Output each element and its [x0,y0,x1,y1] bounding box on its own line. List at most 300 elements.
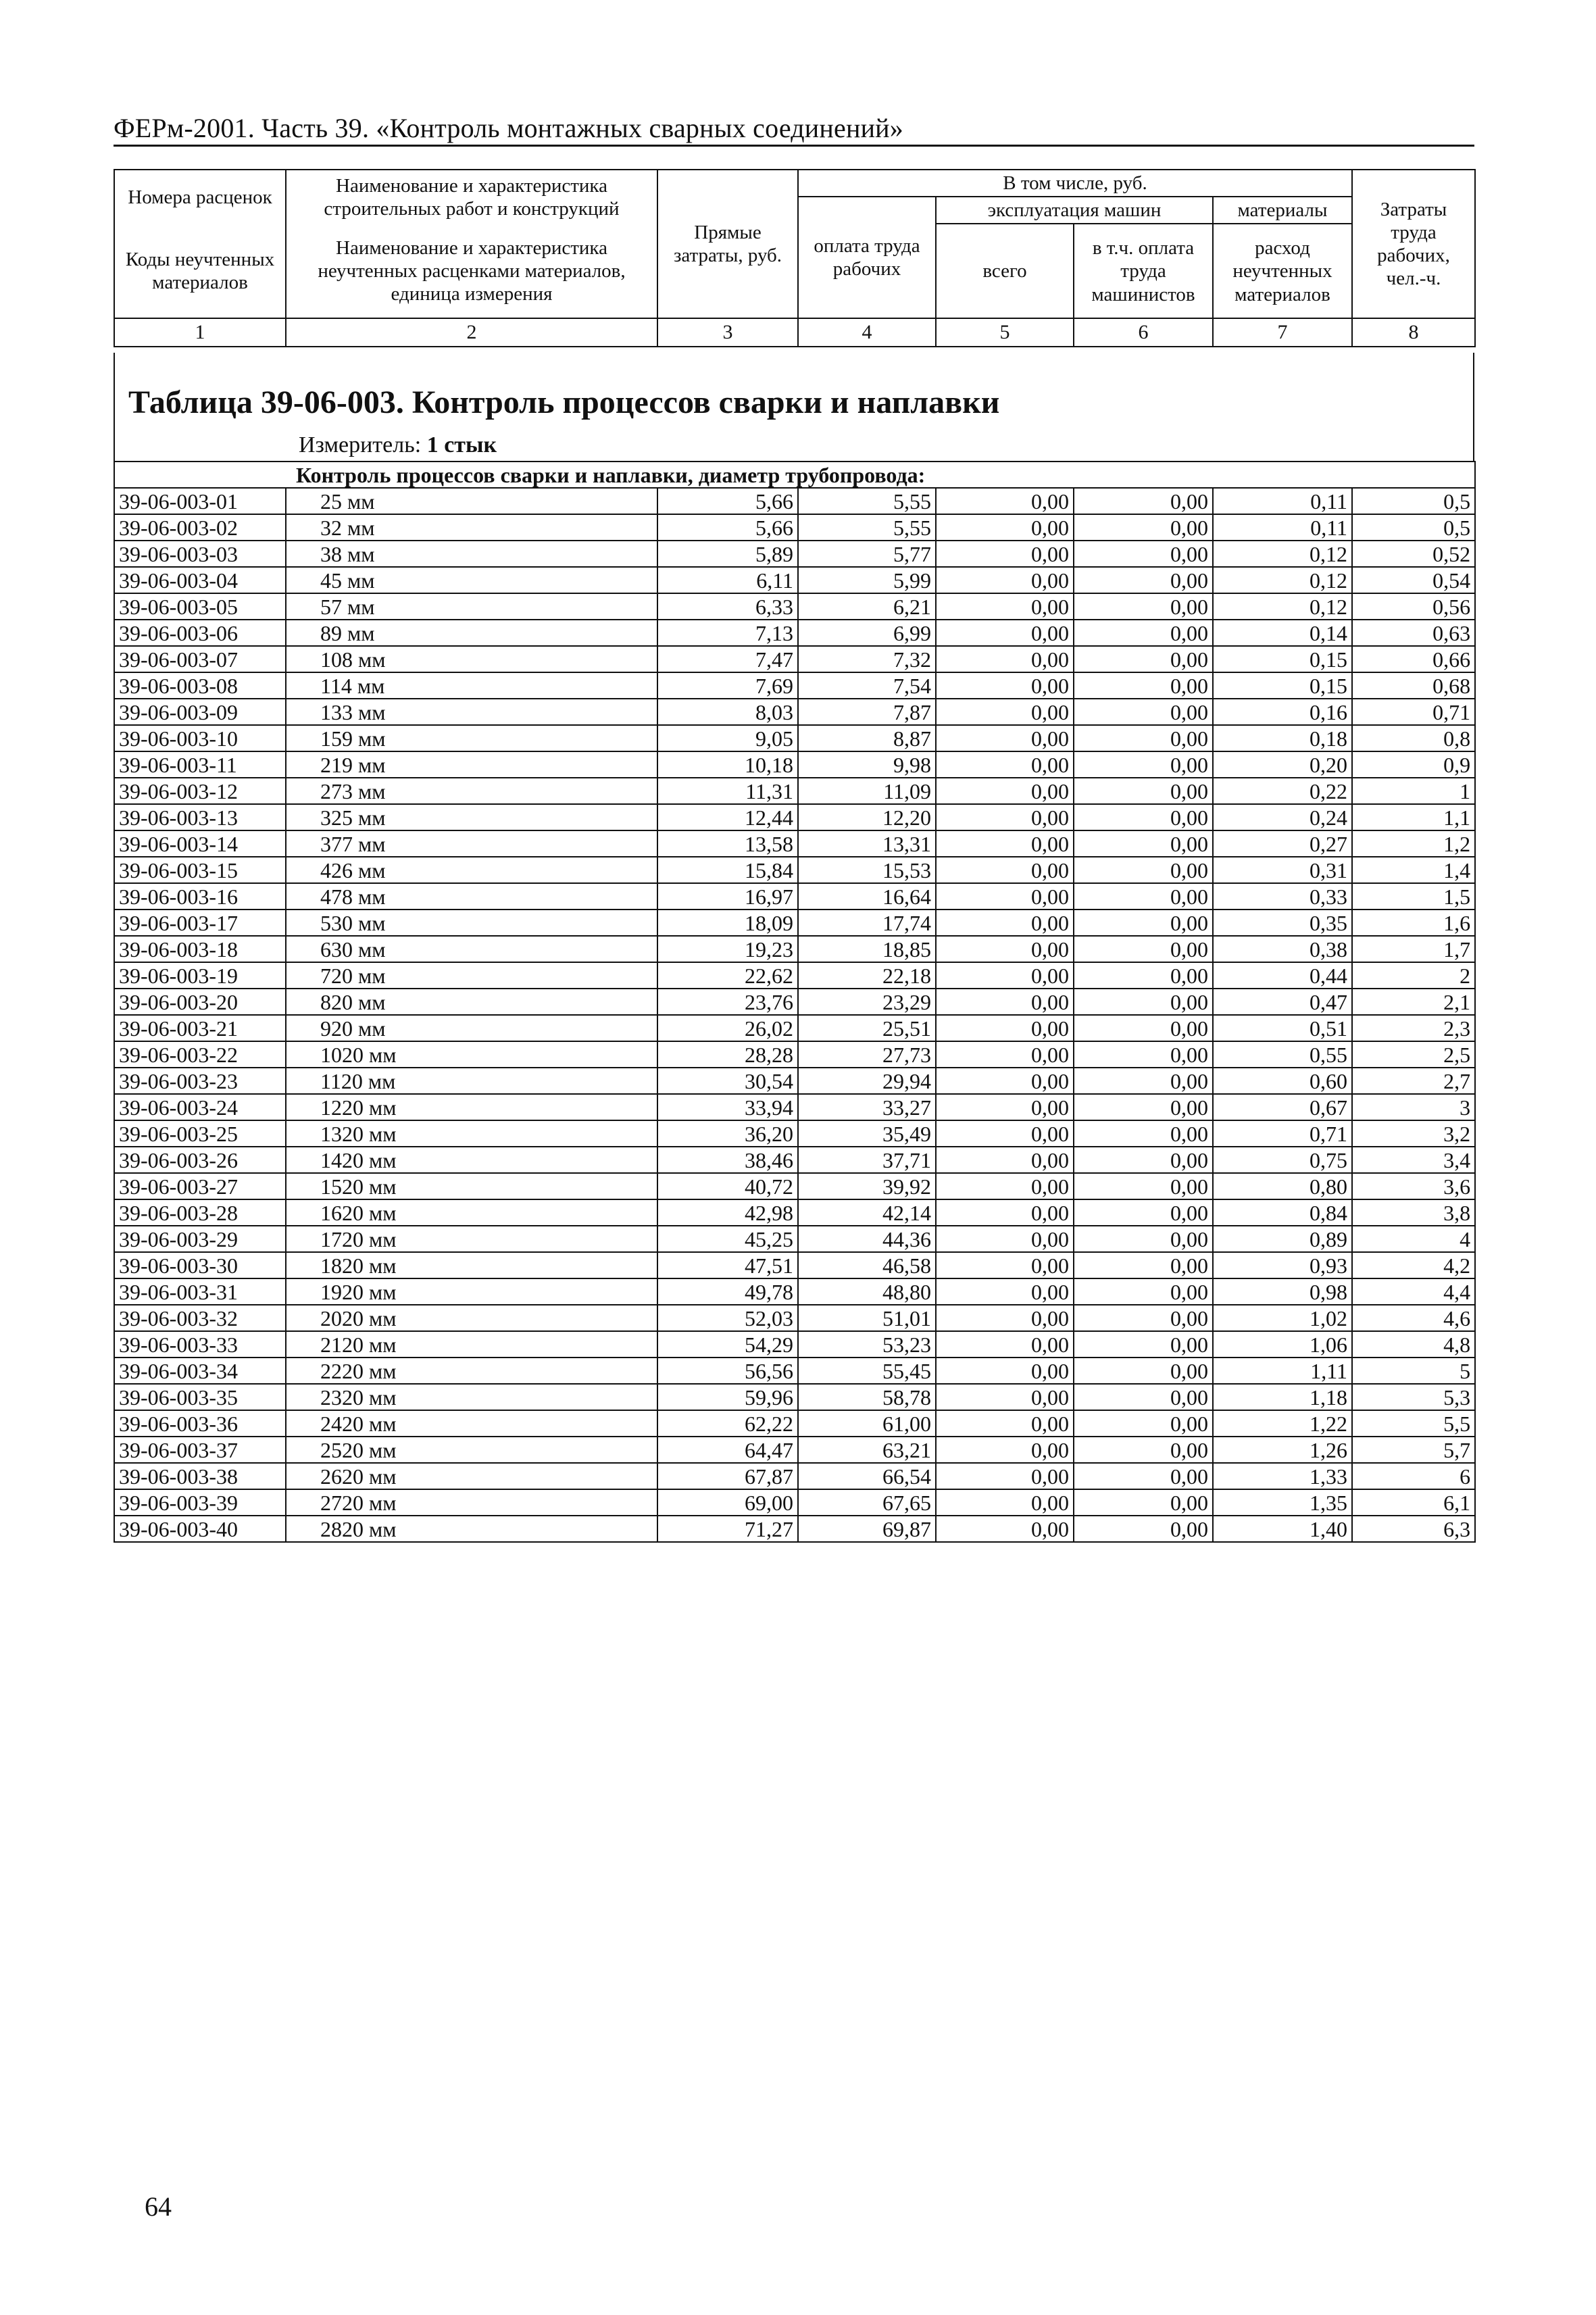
direct-costs-cell: 7,47 [657,646,798,672]
labor-costs-cell: 3,2 [1352,1120,1475,1147]
table-row [114,1094,1475,1120]
worker-pay-cell: 39,92 [798,1173,936,1199]
machines-total-cell: 0,00 [936,620,1074,646]
labor-costs-cell: 3,4 [1352,1147,1475,1173]
direct-costs-cell: 71,27 [657,1516,798,1542]
header-material-name: Наименование и характеристика неучтенных расценками материалов, единица измерения [286,224,657,318]
machines-total-cell: 0,00 [936,1331,1074,1358]
labor-costs-cell: 0,54 [1352,567,1475,593]
worker-pay-cell: 12,20 [798,804,936,830]
labor-costs-cell: 0,52 [1352,541,1475,567]
direct-costs-cell: 47,51 [657,1252,798,1278]
work-name-cell: 1120 мм [286,1068,657,1094]
labor-costs-cell: 1,1 [1352,804,1475,830]
table-row [114,672,1475,699]
work-name-cell: 2520 мм [286,1437,657,1463]
worker-pay-cell: 15,53 [798,857,936,883]
rates-table [114,461,1476,1543]
worker-pay-cell: 16,64 [798,883,936,910]
table-row [114,1410,1475,1437]
labor-costs-cell: 0,5 [1352,488,1475,514]
machinist-pay-cell: 0,00 [1074,1068,1213,1094]
worker-pay-cell: 58,78 [798,1384,936,1410]
worker-pay-cell: 7,54 [798,672,936,699]
direct-costs-cell: 28,28 [657,1041,798,1068]
rate-code-cell: 39-06-003-05 [114,593,286,620]
meter-line [299,432,497,458]
worker-pay-cell: 55,45 [798,1358,936,1384]
machines-total-cell: 0,00 [936,1173,1074,1199]
direct-costs-cell: 10,18 [657,751,798,778]
direct-costs-cell: 16,97 [657,883,798,910]
worker-pay-cell: 66,54 [798,1463,936,1489]
worker-pay-cell: 46,58 [798,1252,936,1278]
machinist-pay-cell: 0,00 [1074,1120,1213,1147]
rate-code-cell: 39-06-003-22 [114,1041,286,1068]
machinist-pay-cell: 0,00 [1074,541,1213,567]
material-consumption-cell: 0,47 [1213,989,1352,1015]
machines-total-cell: 0,00 [936,1068,1074,1094]
meter-value: 1 стык [426,432,497,457]
machines-total-cell: 0,00 [936,1437,1074,1463]
work-name-cell: 1420 мм [286,1147,657,1173]
worker-pay-cell: 9,98 [798,751,936,778]
machines-total-cell: 0,00 [936,936,1074,962]
rate-code-cell: 39-06-003-39 [114,1489,286,1516]
work-name-cell: 38 мм [286,541,657,567]
machinist-pay-cell: 0,00 [1074,1278,1213,1305]
material-consumption-cell: 0,16 [1213,699,1352,725]
rate-code-cell: 39-06-003-12 [114,778,286,804]
direct-costs-cell: 6,11 [657,567,798,593]
worker-pay-cell: 44,36 [798,1226,936,1252]
labor-costs-cell: 1,2 [1352,830,1475,857]
direct-costs-cell: 62,22 [657,1410,798,1437]
rate-code-cell: 39-06-003-02 [114,514,286,541]
table-row [114,962,1475,989]
worker-pay-cell: 37,71 [798,1147,936,1173]
work-name-cell: 2720 мм [286,1489,657,1516]
worker-pay-cell: 67,65 [798,1489,936,1516]
machines-total-cell: 0,00 [936,541,1074,567]
labor-costs-cell: 0,68 [1352,672,1475,699]
work-name-cell: 2620 мм [286,1463,657,1489]
machines-total-cell: 0,00 [936,1410,1074,1437]
material-consumption-cell: 0,55 [1213,1041,1352,1068]
header-labor-costs: Затраты труда рабочих, чел.-ч. [1352,170,1475,318]
worker-pay-cell: 63,21 [798,1437,936,1463]
worker-pay-cell: 5,77 [798,541,936,567]
header-machinist-pay: в т.ч. оплата труда машинистов [1074,224,1213,318]
header-materials: материалы [1213,197,1352,224]
labor-costs-cell: 4,2 [1352,1252,1475,1278]
table-row [114,989,1475,1015]
worker-pay-cell: 6,21 [798,593,936,620]
rate-code-cell: 39-06-003-23 [114,1068,286,1094]
rate-code-cell: 39-06-003-06 [114,620,286,646]
machinist-pay-cell: 0,00 [1074,593,1213,620]
machines-total-cell: 0,00 [936,751,1074,778]
rate-code-cell: 39-06-003-38 [114,1463,286,1489]
material-consumption-cell: 0,51 [1213,1015,1352,1041]
direct-costs-cell: 23,76 [657,989,798,1015]
labor-costs-cell: 0,66 [1352,646,1475,672]
machinist-pay-cell: 0,00 [1074,725,1213,751]
work-name-cell: 426 мм [286,857,657,883]
material-consumption-cell: 0,71 [1213,1120,1352,1147]
machines-total-cell: 0,00 [936,672,1074,699]
labor-costs-cell: 4,8 [1352,1331,1475,1358]
labor-costs-cell: 2,3 [1352,1015,1475,1041]
worker-pay-cell: 61,00 [798,1410,936,1437]
machines-total-cell: 0,00 [936,514,1074,541]
machinist-pay-cell: 0,00 [1074,620,1213,646]
work-name-cell: 1520 мм [286,1173,657,1199]
work-name-cell: 2820 мм [286,1516,657,1542]
machines-total-cell: 0,00 [936,830,1074,857]
table-row [114,1120,1475,1147]
machines-total-cell: 0,00 [936,883,1074,910]
machines-total-cell: 0,00 [936,857,1074,883]
material-consumption-cell: 0,11 [1213,488,1352,514]
direct-costs-cell: 38,46 [657,1147,798,1173]
direct-costs-cell: 8,03 [657,699,798,725]
direct-costs-cell: 67,87 [657,1463,798,1489]
direct-costs-cell: 54,29 [657,1331,798,1358]
work-name-cell: 2120 мм [286,1331,657,1358]
labor-costs-cell: 4 [1352,1226,1475,1252]
table-row [114,910,1475,936]
machines-total-cell: 0,00 [936,699,1074,725]
machines-total-cell: 0,00 [936,1516,1074,1542]
material-consumption-cell: 0,20 [1213,751,1352,778]
labor-costs-cell: 1,5 [1352,883,1475,910]
material-consumption-cell: 0,12 [1213,567,1352,593]
table-row [114,883,1475,910]
rate-code-cell: 39-06-003-13 [114,804,286,830]
material-consumption-cell: 1,11 [1213,1358,1352,1384]
worker-pay-cell: 25,51 [798,1015,936,1041]
col-number: 3 [657,318,798,346]
rate-code-cell: 39-06-003-16 [114,883,286,910]
direct-costs-cell: 22,62 [657,962,798,989]
table-row [114,593,1475,620]
machinist-pay-cell: 0,00 [1074,1015,1213,1041]
machines-total-cell: 0,00 [936,1278,1074,1305]
table-row [114,1278,1475,1305]
machinist-pay-cell: 0,00 [1074,1199,1213,1226]
header-machine-operation: эксплуатация машин [936,197,1213,224]
machinist-pay-cell: 0,00 [1074,1384,1213,1410]
work-name-cell: 530 мм [286,910,657,936]
material-consumption-cell: 1,06 [1213,1331,1352,1358]
worker-pay-cell: 18,85 [798,936,936,962]
rate-code-cell: 39-06-003-21 [114,1015,286,1041]
machinist-pay-cell: 0,00 [1074,910,1213,936]
labor-costs-cell: 0,9 [1352,751,1475,778]
table-row [114,1041,1475,1068]
table-row [114,778,1475,804]
work-name-cell: 1620 мм [286,1199,657,1226]
direct-costs-cell: 59,96 [657,1384,798,1410]
machines-total-cell: 0,00 [936,1094,1074,1120]
labor-costs-cell: 6,3 [1352,1516,1475,1542]
worker-pay-cell: 33,27 [798,1094,936,1120]
rate-code-cell: 39-06-003-37 [114,1437,286,1463]
machines-total-cell: 0,00 [936,646,1074,672]
worker-pay-cell: 5,55 [798,488,936,514]
rate-code-cell: 39-06-003-36 [114,1410,286,1437]
direct-costs-cell: 6,33 [657,593,798,620]
direct-costs-cell: 42,98 [657,1199,798,1226]
material-consumption-cell: 0,12 [1213,593,1352,620]
header-material-consumption: расход неучтенных материалов [1213,224,1352,318]
material-consumption-cell: 1,33 [1213,1463,1352,1489]
table-row [114,1437,1475,1463]
rate-code-cell: 39-06-003-17 [114,910,286,936]
rate-code-cell: 39-06-003-07 [114,646,286,672]
worker-pay-cell: 42,14 [798,1199,936,1226]
work-name-cell: 630 мм [286,936,657,962]
table-row [114,1015,1475,1041]
header-work-name: Наименование и характеристика строительных работ и конструкций [286,170,657,224]
machinist-pay-cell: 0,00 [1074,1226,1213,1252]
work-name-cell: 2220 мм [286,1358,657,1384]
material-consumption-cell: 0,84 [1213,1199,1352,1226]
rate-code-cell: 39-06-003-09 [114,699,286,725]
worker-pay-cell: 7,87 [798,699,936,725]
machinist-pay-cell: 0,00 [1074,830,1213,857]
table-row [114,1331,1475,1358]
rate-code-cell: 39-06-003-20 [114,989,286,1015]
machinist-pay-cell: 0,00 [1074,1410,1213,1437]
machinist-pay-cell: 0,00 [1074,936,1213,962]
work-name-cell: 1320 мм [286,1120,657,1147]
material-consumption-cell: 1,18 [1213,1384,1352,1410]
worker-pay-cell: 7,32 [798,646,936,672]
rate-code-cell: 39-06-003-28 [114,1199,286,1226]
direct-costs-cell: 26,02 [657,1015,798,1041]
work-name-cell: 114 мм [286,672,657,699]
work-name-cell: 325 мм [286,804,657,830]
labor-costs-cell: 1,7 [1352,936,1475,962]
worker-pay-cell: 22,18 [798,962,936,989]
machinist-pay-cell: 0,00 [1074,1516,1213,1542]
rate-code-cell: 39-06-003-19 [114,962,286,989]
machines-total-cell: 0,00 [936,1041,1074,1068]
machinist-pay-cell: 0,00 [1074,646,1213,672]
machinist-pay-cell: 0,00 [1074,962,1213,989]
header-material-codes: Коды неучтенных материалов [114,224,286,318]
rate-code-cell: 39-06-003-24 [114,1094,286,1120]
rate-code-cell: 39-06-003-15 [114,857,286,883]
work-name-cell: 219 мм [286,751,657,778]
worker-pay-cell: 8,87 [798,725,936,751]
header-machines-total: всего [936,224,1074,318]
table-row [114,1147,1475,1173]
machines-total-cell: 0,00 [936,1489,1074,1516]
labor-costs-cell: 4,4 [1352,1278,1475,1305]
work-name-cell: 1020 мм [286,1041,657,1068]
rate-code-cell: 39-06-003-40 [114,1516,286,1542]
worker-pay-cell: 35,49 [798,1120,936,1147]
worker-pay-cell: 23,29 [798,989,936,1015]
direct-costs-cell: 5,66 [657,488,798,514]
worker-pay-cell: 27,73 [798,1041,936,1068]
labor-costs-cell: 3 [1352,1094,1475,1120]
direct-costs-cell: 40,72 [657,1173,798,1199]
col-number: 6 [1074,318,1213,346]
machines-total-cell: 0,00 [936,567,1074,593]
material-consumption-cell: 0,14 [1213,620,1352,646]
work-name-cell: 1820 мм [286,1252,657,1278]
machinist-pay-cell: 0,00 [1074,989,1213,1015]
worker-pay-cell: 51,01 [798,1305,936,1331]
material-consumption-cell: 0,80 [1213,1173,1352,1199]
table-row [114,488,1475,514]
labor-costs-cell: 6 [1352,1463,1475,1489]
work-name-cell: 820 мм [286,989,657,1015]
machines-total-cell: 0,00 [936,804,1074,830]
work-name-cell: 1220 мм [286,1094,657,1120]
machinist-pay-cell: 0,00 [1074,488,1213,514]
labor-costs-cell: 4,6 [1352,1305,1475,1331]
direct-costs-cell: 69,00 [657,1489,798,1516]
worker-pay-cell: 5,55 [798,514,936,541]
machines-total-cell: 0,00 [936,962,1074,989]
header-worker-pay: оплата труда рабочих [798,197,936,318]
machinist-pay-cell: 0,00 [1074,1437,1213,1463]
labor-costs-cell: 5,7 [1352,1437,1475,1463]
rate-code-cell: 39-06-003-26 [114,1147,286,1173]
header-direct-costs: Прямые затраты, руб. [657,170,798,318]
work-name-cell: 273 мм [286,778,657,804]
direct-costs-cell: 49,78 [657,1278,798,1305]
labor-costs-cell: 0,5 [1352,514,1475,541]
direct-costs-cell: 11,31 [657,778,798,804]
material-consumption-cell: 0,12 [1213,541,1352,567]
material-consumption-cell: 0,22 [1213,778,1352,804]
page-number: 64 [145,2191,172,2222]
work-name-cell: 159 мм [286,725,657,751]
work-name-cell: 2420 мм [286,1410,657,1437]
table-row [114,567,1475,593]
machinist-pay-cell: 0,00 [1074,567,1213,593]
machinist-pay-cell: 0,00 [1074,1173,1213,1199]
machinist-pay-cell: 0,00 [1074,1463,1213,1489]
direct-costs-cell: 15,84 [657,857,798,883]
table-row [114,1173,1475,1199]
worker-pay-cell: 17,74 [798,910,936,936]
meter-label: Измеритель: [299,432,422,457]
labor-costs-cell: 2,7 [1352,1068,1475,1094]
machinist-pay-cell: 0,00 [1074,514,1213,541]
labor-costs-cell: 2 [1352,962,1475,989]
machines-total-cell: 0,00 [936,1252,1074,1278]
machinist-pay-cell: 0,00 [1074,1094,1213,1120]
rate-code-cell: 39-06-003-10 [114,725,286,751]
machines-total-cell: 0,00 [936,725,1074,751]
rate-code-cell: 39-06-003-25 [114,1120,286,1147]
col-number: 7 [1213,318,1352,346]
table-row [114,1384,1475,1410]
work-name-cell: 478 мм [286,883,657,910]
table-row [114,936,1475,962]
labor-costs-cell: 5,5 [1352,1410,1475,1437]
col-number: 8 [1352,318,1475,346]
material-consumption-cell: 1,35 [1213,1489,1352,1516]
table-row [114,1463,1475,1489]
direct-costs-cell: 5,66 [657,514,798,541]
column-header-table [114,169,1476,347]
material-consumption-cell: 1,26 [1213,1437,1352,1463]
machinist-pay-cell: 0,00 [1074,1358,1213,1384]
direct-costs-cell: 9,05 [657,725,798,751]
table-row [114,1516,1475,1542]
direct-costs-cell: 45,25 [657,1226,798,1252]
direct-costs-cell: 13,58 [657,830,798,857]
machinist-pay-cell: 0,00 [1074,699,1213,725]
labor-costs-cell: 0,71 [1352,699,1475,725]
table-row [114,699,1475,725]
direct-costs-cell: 52,03 [657,1305,798,1331]
machinist-pay-cell: 0,00 [1074,857,1213,883]
table-title: Таблица 39-06-003. Контроль процессов сварки и наплавки [128,384,1000,420]
direct-costs-cell: 64,47 [657,1437,798,1463]
material-consumption-cell: 0,93 [1213,1252,1352,1278]
material-consumption-cell: 0,98 [1213,1278,1352,1305]
table-row [114,646,1475,672]
material-consumption-cell: 0,89 [1213,1226,1352,1252]
worker-pay-cell: 13,31 [798,830,936,857]
rate-code-cell: 39-06-003-29 [114,1226,286,1252]
machinist-pay-cell: 0,00 [1074,1489,1213,1516]
rate-code-cell: 39-06-003-11 [114,751,286,778]
machines-total-cell: 0,00 [936,1305,1074,1331]
machines-total-cell: 0,00 [936,1463,1074,1489]
direct-costs-cell: 56,56 [657,1358,798,1384]
worker-pay-cell: 5,99 [798,567,936,593]
machinist-pay-cell: 0,00 [1074,883,1213,910]
table-row [114,751,1475,778]
machines-total-cell: 0,00 [936,1384,1074,1410]
material-consumption-cell: 0,67 [1213,1094,1352,1120]
rate-code-cell: 39-06-003-14 [114,830,286,857]
worker-pay-cell: 29,94 [798,1068,936,1094]
table-row [114,1252,1475,1278]
header-codes: Номера расценок [114,170,286,224]
rate-code-cell: 39-06-003-35 [114,1384,286,1410]
machines-total-cell: 0,00 [936,1226,1074,1252]
material-consumption-cell: 0,27 [1213,830,1352,857]
machinist-pay-cell: 0,00 [1074,804,1213,830]
material-consumption-cell: 0,11 [1213,514,1352,541]
table-row [114,1358,1475,1384]
material-consumption-cell: 0,38 [1213,936,1352,962]
machines-total-cell: 0,00 [936,1147,1074,1173]
work-name-cell: 377 мм [286,830,657,857]
direct-costs-cell: 33,94 [657,1094,798,1120]
direct-costs-cell: 30,54 [657,1068,798,1094]
table-row [114,1068,1475,1094]
col-number: 2 [286,318,657,346]
running-head: ФЕРм-2001. Часть 39. «Контроль монтажных сварных соединений» [114,113,903,143]
labor-costs-cell: 1,4 [1352,857,1475,883]
machinist-pay-cell: 0,00 [1074,1305,1213,1331]
work-name-cell: 2020 мм [286,1305,657,1331]
machines-total-cell: 0,00 [936,1015,1074,1041]
material-consumption-cell: 0,35 [1213,910,1352,936]
